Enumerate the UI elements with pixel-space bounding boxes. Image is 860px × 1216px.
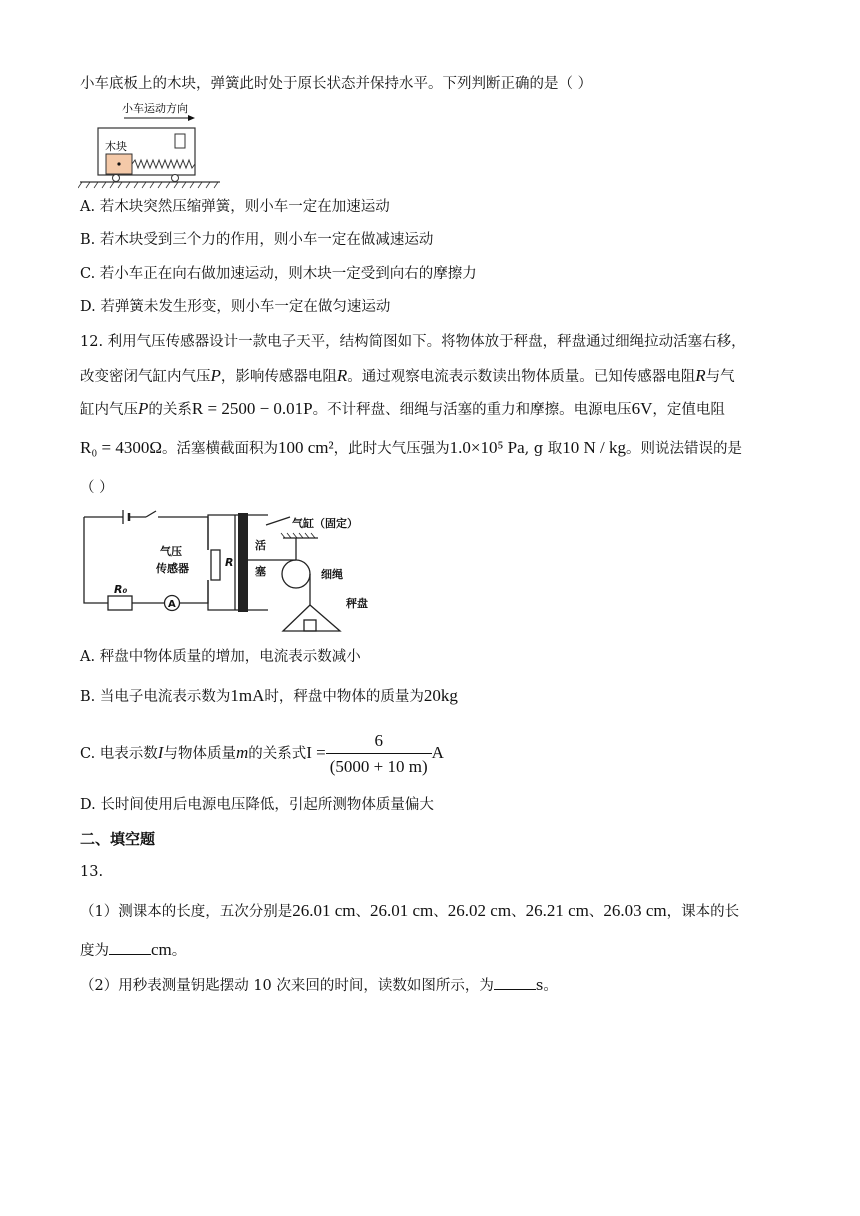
q11-option-c: C. 若小车正在向右做加速运动，则木块一定受到向右的摩擦力 xyxy=(80,266,477,282)
cylinder-label: 气缸（固定） xyxy=(292,517,358,530)
current-formula: $\frac{6}{(5000 + 10 m)}$ xyxy=(326,729,432,780)
q12-option-b: B. 当电子电流表示数为1mA时，秤盘中物体的质量为20kg xyxy=(80,686,458,705)
q11-option-b: B. 若木块受到三个力的作用，则小车一定在做减速运动 xyxy=(80,232,434,248)
q11-stem: 小车底板上的木块，弹簧此时处于原长状态并保持水平。下列判断正确的是（ ） xyxy=(80,76,593,92)
q11-option-a: A. 若木块突然压缩弹簧，则小车一定在加速运动 xyxy=(80,199,390,215)
svg-text:塞: 塞 xyxy=(255,565,266,578)
svg-text:传感器: 传感器 xyxy=(156,562,189,575)
ammeter-icon: A xyxy=(168,599,176,610)
cart-figure xyxy=(78,96,228,191)
svg-text:R₀: R₀ xyxy=(114,583,128,596)
q13-part1-line2: 度为 cm。 xyxy=(80,940,187,959)
sensor-label: 气压 xyxy=(160,545,182,558)
direction-label: 小车运动方向 xyxy=(122,102,188,115)
arrow-right-icon xyxy=(188,115,195,121)
q12-line4: R₀ = 4300Ω。活塞横截面积为100 cm²，此时大气压强为1.0×10⁵ Pa, g 取10 N / kg。则说法错误的是 xyxy=(80,438,742,457)
q12-answer-bracket: （ ） xyxy=(80,480,114,496)
spring xyxy=(132,160,195,168)
q11-option-d: D. 若弹簧未发生形变，则小车一定在做匀速运动 xyxy=(80,299,391,315)
pan-label: 秤盘 xyxy=(346,597,368,610)
q13-part2: （2）用秒表测量钥匙摆动 10 次来回的时间，读数如图所示，为 s。 xyxy=(80,975,558,996)
block-label: 木块 xyxy=(105,140,127,153)
q13-part1-line1: （1）测课本的长度，五次分别是26.01 cm、26.01 cm、26.02 cm、26.21 cm、26.03 cm，课本的长 xyxy=(80,901,740,920)
q12-line2: 改变密闭气缸内气压P，影响传感器电阻R。通过观察电流表示数读出物体质量。已知传感器电阻R与气 xyxy=(80,366,735,385)
answer-blank[interactable] xyxy=(109,940,151,955)
rope-label: 细绳 xyxy=(321,568,343,581)
q12-line3: 缸内气压P的关系R = 2500 − 0.01P。不计秤盘、细绳与活塞的重力和摩擦。电源电压6V，定值电阻 xyxy=(80,399,725,418)
q12-option-c: C. 电表示数I与物体质量m的关系式I = $\frac{6}{(5000 + 10 m)}$ A xyxy=(80,728,444,780)
wheel-icon xyxy=(113,175,120,182)
q12-option-a: A. 秤盘中物体质量的增加，电流表示数减小 xyxy=(80,649,361,665)
piston xyxy=(238,513,248,612)
svg-text:R: R xyxy=(225,556,234,569)
wheel-icon xyxy=(172,175,179,182)
circuit-figure xyxy=(78,505,378,640)
q12-line1: 12. 利用气压传感器设计一款电子天平，结构简图如下。将物体放于秤盘，秤盘通过细绳拉动活塞右移， xyxy=(80,334,746,350)
section-title: 二、填空题 xyxy=(80,830,156,848)
q12-option-d: D. 长时间使用后电源电压降低，引起所测物体质量偏大 xyxy=(80,797,434,813)
resistance-formula: R = 2500 − 0.01P xyxy=(191,399,313,418)
q13-number: 13. xyxy=(80,864,104,880)
piston-label: 活 xyxy=(255,539,266,552)
answer-blank[interactable] xyxy=(494,975,536,990)
